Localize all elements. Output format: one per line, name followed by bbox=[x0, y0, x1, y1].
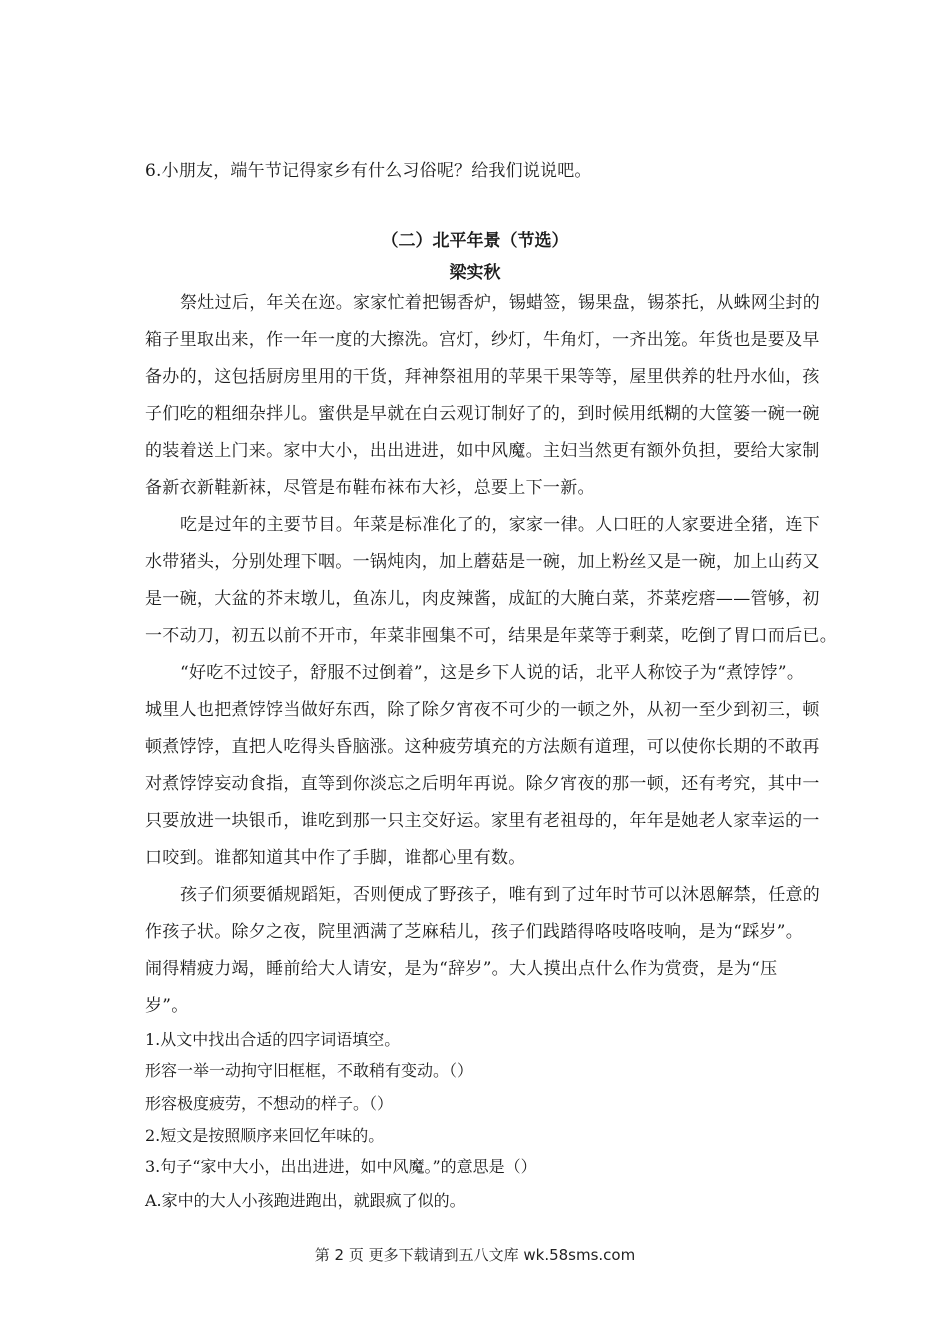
text-line: 是一碗，大盆的芥末墩儿，鱼冻儿，肉皮辣酱，成缸的大腌白菜，芥菜疙瘩——管够，初 bbox=[145, 589, 820, 609]
text-line: 备新衣新鞋新袜，尽管是布鞋布袜布大衫，总要上下一新。 bbox=[145, 478, 595, 498]
text-line: 作孩子状。除夕之夜，院里洒满了芝麻秸儿，孩子们践踏得咯吱咯吱响，是为“踩岁”。 bbox=[145, 922, 804, 942]
text-line: 只要放进一块银币，谁吃到那一只主交好运。家里有老祖母的，年年是她老人家幸运的一 bbox=[145, 811, 820, 831]
text-line: 口咬到。谁都知道其中作了手脚，谁都心里有数。 bbox=[145, 848, 526, 868]
page-footer: 第 2 页 更多下载请到五八文库 wk.58sms.com bbox=[314, 1246, 636, 1264]
paragraph-3 bbox=[145, 655, 820, 877]
text-line: 对煮饽饽妄动食指，直等到你淡忘之后明年再说。除夕宵夜的那一顿，还有考究，其中一 bbox=[145, 774, 820, 794]
text-line: 子们吃的粗细杂拌儿。蜜供是早就在白云观订制好了的，到时候用纸糊的大筐篓一碗一碗 bbox=[145, 404, 820, 424]
text-line: 箱子里取出来，作一年一度的大擦洗。宫灯，纱灯，牛角灯，一齐出笼。年货也是要及早 bbox=[145, 330, 820, 350]
question-1-item-b: 形容极度疲劳，不想动的样子。（） bbox=[145, 1094, 394, 1113]
text-line: 水带猪头，分别处理下咽。一锅炖肉，加上蘑菇是一碗，加上粉丝又是一碗，加上山药又 bbox=[145, 552, 820, 572]
text-line: 顿煮饽饽，直把人吃得头昏脑涨。这种疲劳填充的方法颇有道理，可以使你长期的不敢再 bbox=[145, 737, 820, 757]
question-3: 3.句子“家中大小，出出进进，如中风魔。”的意思是（） bbox=[145, 1157, 537, 1176]
text-line: 城里人也把煮饽饽当做好东西，除了除夕宵夜不可少的一顿之外，从初一至少到初三，顿 bbox=[145, 700, 820, 720]
text-line: 岁”。 bbox=[145, 996, 189, 1016]
section-title: （二）北平年景（节选） bbox=[381, 231, 569, 251]
question-1: 1.从文中找出合适的四字词语填空。 bbox=[145, 1030, 401, 1049]
text-line: 的装着送上门来。家中大小，出出进进，如中风魔。主妇当然更有额外负担，要给大家制 bbox=[145, 441, 820, 461]
paragraph-1 bbox=[145, 285, 821, 507]
question-1-item-a: 形容一举一动拘守旧框框，不敢稍有变动。（） bbox=[145, 1061, 474, 1080]
text-line: 一不动刀，初五以前不开市，年菜非囤集不可，结果是年菜等于剩菜，吃倒了胃口而后已。 bbox=[145, 626, 837, 646]
text-line: 祭灶过后，年关在迩。家家忙着把锡香炉，锡蜡签，锡果盘，锡茶托，从蛛网尘封的 bbox=[180, 293, 821, 313]
text-line: 备办的，这包括厨房里用的干货，拜神祭祖用的苹果干果等等，屋里供养的牡丹水仙，孩 bbox=[145, 367, 820, 387]
paragraph-2 bbox=[145, 507, 837, 655]
text-line: 吃是过年的主要节目。年菜是标准化了的，家家一律。人口旺的人家要进全猪，连下 bbox=[180, 515, 821, 535]
question-3-option-a: A.家中的大人小孩跑进跑出，就跟疯了似的。 bbox=[145, 1191, 466, 1210]
text-line: 孩子们须要循规蹈矩，否则便成了野孩子，唯有到了过年时节可以沐恩解禁，任意的 bbox=[180, 885, 821, 905]
author-name: 梁实秋 bbox=[449, 263, 501, 283]
question-2: 2.短文是按照顺序来回忆年味的。 bbox=[145, 1126, 385, 1145]
question-6: 6.小朋友，端午节记得家乡有什么习俗呢？给我们说说吧。 bbox=[145, 161, 592, 181]
text-line: 闹得精疲力竭，睡前给大人请安，是为“辞岁”。大人摸出点什么作为赏赍，是为“压 bbox=[145, 959, 778, 979]
text-line: “好吃不过饺子，舒服不过倒着”，这是乡下人说的话，北平人称饺子为“煮饽饽”。 bbox=[180, 663, 805, 683]
paragraph-4 bbox=[145, 877, 821, 1025]
